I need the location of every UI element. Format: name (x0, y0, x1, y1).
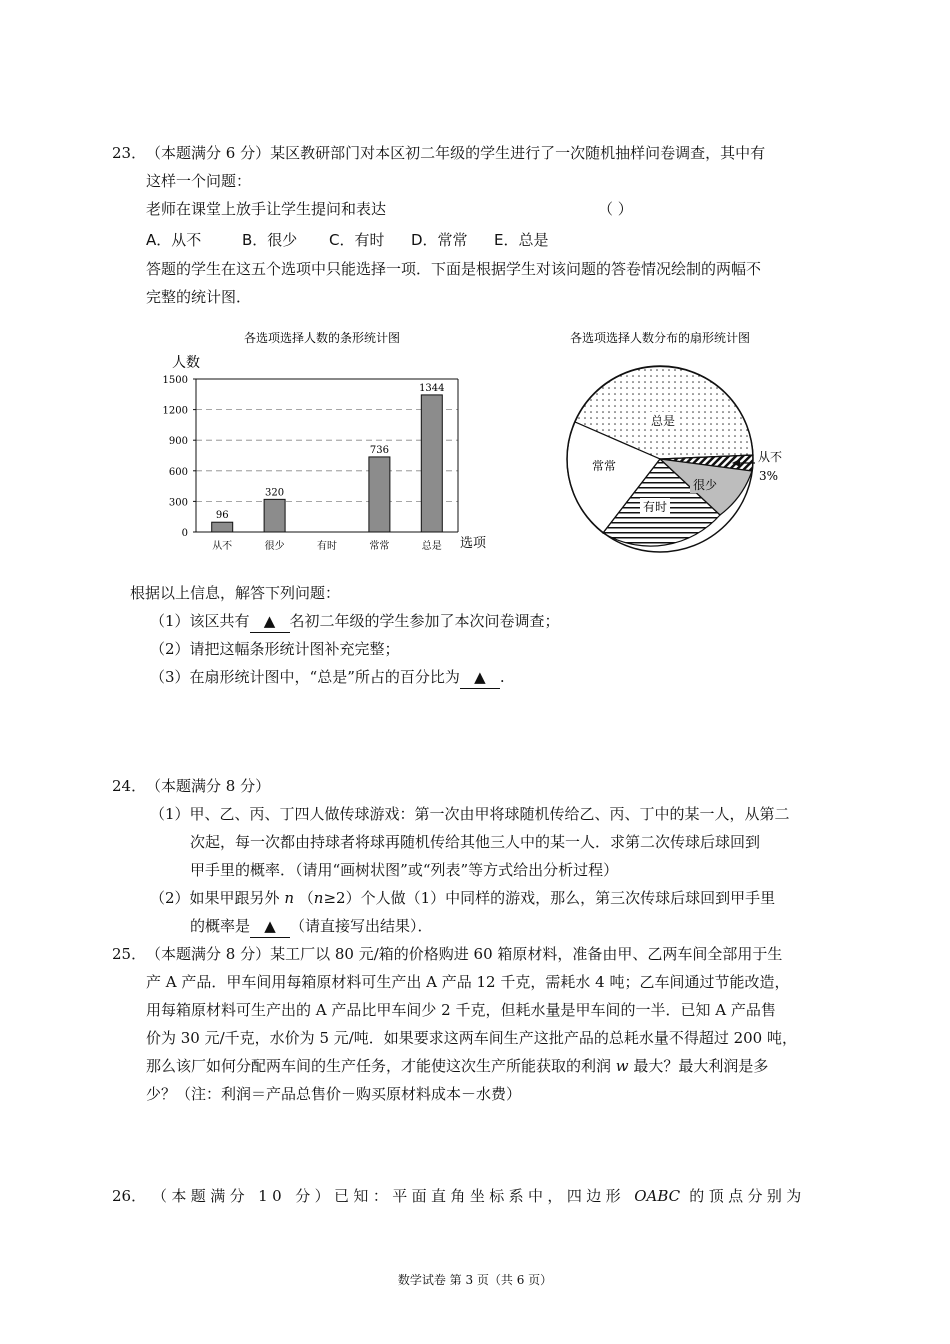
q24-part2-line2 (190, 915, 433, 938)
q24-part1-line2: 次起，每一次都由持球者将球再随机传给其他三人中的某一人．求第二次传球后球回到 (190, 833, 761, 851)
q23-sub3-start: （3）在扇形统计图中，“总是”所占的百分比为 (150, 668, 460, 686)
q23-sub1-start: （1）该区共有 (150, 612, 250, 630)
q25-line6: 少？（注：利润＝产品总售价－购买原材料成本－水费） (146, 1085, 522, 1103)
answer-blank-1[interactable]: ▲ (250, 610, 290, 633)
q24-var-n: n (284, 889, 294, 907)
bar-4 (369, 457, 390, 532)
x-tick-label: 总是 (421, 541, 442, 552)
q23-desc-1: 答题的学生在这五个选项中只能选择一项．下面是根据学生对该问题的答卷情况绘制的两幅不 (146, 260, 762, 278)
q25-line5-start: 那么该厂如何分配两车间的生产任务，才能使这次生产所能获取的利润 (146, 1057, 612, 1075)
bar-value-label: 96 (215, 510, 229, 522)
q26-line1-start: （本题满分 10 分）已知：平面直角坐标系中，四边形 (152, 1187, 626, 1205)
q26-line1-end: 的顶点分别为 (689, 1187, 806, 1205)
bar-1 (212, 522, 233, 532)
q23-answer-paren: （ ） (598, 200, 633, 218)
q24-var-n2: n (313, 889, 324, 907)
answer-blank-3[interactable]: ▲ (250, 915, 290, 938)
q24-part2-line1 (150, 887, 775, 909)
pie-label-zongshi: 总是 (650, 414, 676, 428)
q23-sub1 (150, 610, 560, 633)
bar-value-label: 320 (265, 487, 285, 499)
y-tick-label: 300 (168, 497, 188, 509)
q23-option-e: E．总是 (494, 231, 549, 249)
pie-chart (540, 325, 800, 555)
x-tick-label: 有时 (317, 541, 337, 552)
pie-label-henshao: 很少 (692, 478, 718, 492)
q25-line3: 用每箱原材料可生产出的 A 产品比甲车间少 2 千克，但耗水量是甲车间的一半．已知 A 产品售 (146, 1001, 776, 1019)
q23-prompt: 根据以上信息，解答下列问题： (130, 584, 341, 602)
x-tick-label: 从不 (212, 541, 233, 552)
q23-option-b: B．很少 (242, 231, 298, 249)
q23-sub2: （2）请把这幅条形统计图补充完整； (150, 640, 400, 658)
pie-label-youshi: 有时 (642, 500, 668, 514)
q24-paren-open: （ (298, 889, 314, 907)
bar-chart (150, 325, 500, 555)
q23-sub1-end: 名初二年级的学生参加了本次问卷调查； (289, 612, 560, 630)
pie-annotation-congbu: 3% (759, 469, 779, 483)
q25-line5 (146, 1055, 768, 1077)
q25-line2: 产 A 产品．甲车间用每箱原材料可生产出 A 产品 12 千克，需耗水 4 吨；乙车间通过节能改造， (146, 973, 790, 991)
y-tick-label: 900 (168, 436, 188, 448)
q23-line2: 这样一个问题： (146, 172, 252, 190)
q25-line5-end: 最大？最大利润是多 (633, 1057, 769, 1075)
bar-value-label: 1344 (419, 382, 445, 394)
pie-chart-title: 各选项选择人数分布的扇形统计图 (569, 331, 751, 345)
q26-line1 (152, 1185, 806, 1207)
q24-part2-start: （2）如果甲跟另外 (150, 889, 280, 907)
q26-var-oabc: OABC (634, 1187, 681, 1205)
q25-number: 25． (112, 945, 147, 963)
q25-var-w: w (615, 1057, 629, 1075)
y-tick-label: 1200 (162, 405, 188, 417)
q23-desc-2: 完整的统计图． (146, 288, 252, 306)
q23-sub3 (150, 666, 505, 689)
bar-2 (264, 499, 285, 532)
x-tick-label: 很少 (264, 541, 285, 552)
q25-line4: 价为 30 元/千克，水价为 5 元/吨．如果要求这两车间生产这批产品的总耗水量不得超过 200 吨， (146, 1029, 797, 1047)
bar-5 (421, 395, 442, 532)
y-tick-label: 0 (181, 528, 188, 539)
pie-label-changchang: 常常 (591, 459, 617, 473)
q24-part2-rest: ≥2）个人做（1）中同样的游戏，那么，第三次传球后球回到甲手里 (323, 889, 776, 907)
y-tick-label: 600 (168, 466, 188, 478)
bar-chart-xlabel: 选项 (460, 536, 487, 551)
q23-option-d: D．常常 (411, 231, 468, 249)
q24-header: （本题满分 8 分） (146, 777, 271, 795)
bar-chart-title: 各选项选择人数的条形统计图 (243, 331, 401, 345)
bar-chart-ylabel: 人数 (172, 355, 200, 371)
pie-label-congbu: 从不 (758, 450, 783, 464)
q23-option-c: C．有时 (329, 231, 385, 249)
q24-number: 24． (112, 777, 147, 795)
q24-part2-l2-start: 的概率是 (190, 917, 251, 935)
q23-sub3-end: . (499, 668, 505, 686)
y-tick-label: 1500 (162, 375, 188, 386)
q23-option-a: A．从不 (146, 231, 202, 249)
page-footer: 数学试卷 第 3 页（共 6 页） (397, 1273, 553, 1287)
q25-line1: （本题满分 8 分）某工厂以 80 元/箱的价格购进 60 箱原材料，准备由甲、乙两车间全部用于生 (146, 945, 783, 963)
q26-number: 26． (112, 1187, 147, 1205)
q24-part1-line1: （1）甲、乙、丙、丁四人做传球游戏：第一次由甲将球随机传给乙、丙、丁中的某一人，从第二 (150, 805, 790, 823)
q23-question: 老师在课堂上放手让学生提问和表达 (146, 200, 387, 218)
x-tick-label: 常常 (369, 541, 390, 552)
bar-value-label: 736 (369, 444, 389, 456)
q24-part1-line3: 甲手里的概率．（请用“画树状图”或“列表”等方式给出分析过程） (190, 861, 619, 879)
q23-number: 23． (112, 144, 147, 162)
q24-part2-l2-end: （请直接写出结果）． (290, 917, 433, 935)
q23-header: （本题满分 6 分）某区教研部门对本区初二年级的学生进行了一次随机抽样问卷调查，其中有 (146, 144, 766, 162)
answer-blank-2[interactable]: ▲ (460, 666, 500, 689)
